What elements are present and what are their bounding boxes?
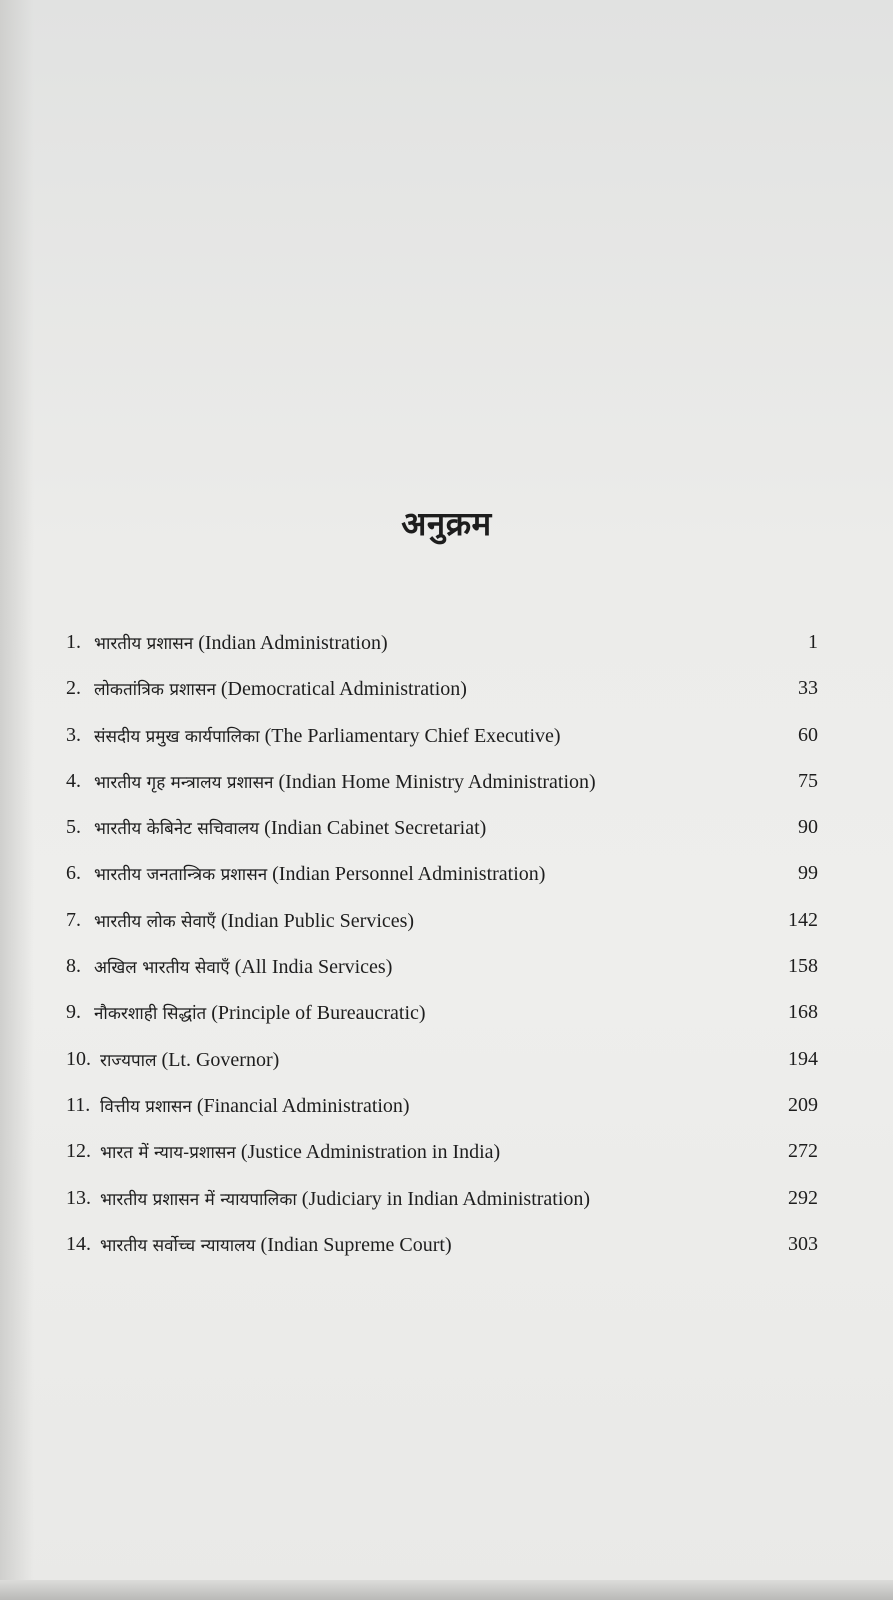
toc-entry-title	[94, 631, 388, 655]
toc-entry	[66, 858, 818, 904]
toc-entry-page-number: 75	[798, 769, 818, 792]
toc-entry-english-title: (The Parliamentary Chief Executive)	[264, 724, 561, 747]
toc-entry	[66, 905, 818, 951]
toc-entry-page-number: 1	[808, 631, 818, 653]
toc-entry-number: 13.	[66, 1186, 91, 1209]
toc-entry-title	[100, 1140, 500, 1164]
toc-entry-number: 8.	[66, 955, 81, 978]
page-bottom-edge	[0, 1580, 893, 1600]
toc-entry-number: 6.	[66, 862, 81, 885]
toc-entry-page-number: 99	[798, 862, 818, 885]
toc-entry-page-number: 194	[788, 1047, 818, 1070]
toc-entry-english-title: (All India Services)	[234, 956, 393, 979]
toc-entry-title	[94, 724, 561, 748]
toc-entry-english-title: (Justice Administration in India)	[240, 1141, 501, 1164]
toc-entry	[66, 766, 818, 812]
toc-entry	[66, 1229, 818, 1275]
toc-entry-title	[94, 816, 486, 840]
toc-entry-hindi-title: भारतीय सर्वोच्च न्यायालय	[100, 1235, 256, 1256]
toc-entry-hindi-title: भारतीय लोक सेवाएँ	[94, 911, 216, 932]
toc-entry-number: 12.	[66, 1140, 91, 1163]
toc-entry-number: 5.	[66, 816, 81, 839]
toc-entry-hindi-title: लोकतांत्रिक प्रशासन	[94, 680, 216, 701]
toc-entry-english-title: (Financial Administration)	[196, 1094, 410, 1117]
toc-entry-hindi-title: नौकरशाही सिद्धांत	[94, 1004, 207, 1025]
toc-entry	[66, 673, 818, 719]
toc-entry-number: 11.	[66, 1093, 91, 1116]
toc-entry-hindi-title: भारतीय केबिनेट सचिवालय	[94, 819, 260, 840]
toc-entry	[66, 627, 818, 673]
toc-entry-title	[94, 955, 392, 979]
toc-entry-hindi-title: भारत में न्याय-प्रशासन	[100, 1143, 236, 1164]
toc-entry-title	[100, 1187, 590, 1211]
toc-entry-number: 9.	[66, 1001, 81, 1024]
toc-entry-page-number: 60	[798, 723, 818, 746]
toc-entry	[66, 1136, 818, 1182]
toc-entry-english-title: (Indian Home Ministry Administration)	[278, 770, 596, 793]
toc-entry-page-number: 168	[788, 1001, 818, 1024]
toc-entry-hindi-title: भारतीय प्रशासन	[94, 634, 194, 654]
toc-entry-page-number: 303	[788, 1232, 818, 1255]
toc-entry	[66, 997, 818, 1043]
toc-entry-page-number: 158	[788, 955, 818, 978]
toc-entry-hindi-title: संसदीय प्रमुख कार्यपालिका	[94, 726, 260, 747]
toc-entry	[66, 1044, 818, 1090]
toc-entry-number: 4.	[66, 769, 81, 792]
toc-entry-number: 2.	[66, 677, 81, 700]
toc-entry-number: 14.	[66, 1232, 91, 1255]
toc-entry-english-title: (Indian Public Services)	[220, 909, 415, 932]
table-of-contents	[66, 627, 818, 1275]
toc-entry	[66, 951, 818, 997]
toc-entry-page-number: 292	[788, 1186, 818, 1209]
toc-entry	[66, 812, 818, 858]
toc-entry-page-number: 33	[798, 677, 818, 700]
toc-entry	[66, 1090, 818, 1136]
toc-entry-english-title: (Lt. Governor)	[161, 1048, 280, 1071]
toc-entry-english-title: (Indian Cabinet Secretariat)	[264, 817, 487, 840]
toc-entry-title	[100, 1094, 410, 1118]
toc-entry-english-title: (Democratical Administration)	[220, 678, 467, 701]
toc-entry-title	[94, 677, 467, 701]
toc-entry-title	[94, 909, 414, 933]
toc-entry-english-title: (Indian Administration)	[198, 632, 388, 654]
toc-entry-english-title: (Judiciary in Indian Administration)	[301, 1187, 591, 1210]
toc-entry-number: 1.	[66, 631, 81, 653]
toc-entry-page-number: 272	[788, 1140, 818, 1163]
toc-entry-number: 7.	[66, 908, 81, 931]
toc-entry-hindi-title: राज्यपाल	[100, 1050, 157, 1071]
toc-entry-title	[94, 1001, 426, 1025]
toc-entry-english-title: (Indian Supreme Court)	[260, 1233, 452, 1256]
toc-entry-hindi-title: अखिल भारतीय सेवाएँ	[94, 958, 230, 979]
toc-entry-title	[100, 1048, 279, 1072]
toc-entry-number: 10.	[66, 1047, 91, 1070]
toc-entry-title	[94, 770, 596, 794]
toc-entry	[66, 1183, 818, 1229]
toc-entry-hindi-title: वित्तीय प्रशासन	[100, 1096, 192, 1117]
toc-entry	[66, 720, 818, 766]
page-gutter-shadow	[0, 0, 34, 1600]
toc-entry-page-number: 90	[798, 816, 818, 839]
toc-entry-page-number: 209	[788, 1093, 818, 1116]
toc-entry-english-title: (Indian Personnel Administration)	[272, 863, 546, 886]
toc-entry-title	[94, 862, 545, 886]
toc-entry-hindi-title: भारतीय जनतान्त्रिक प्रशासन	[94, 865, 268, 886]
toc-entry-english-title: (Principle of Bureaucratic)	[211, 1002, 426, 1025]
toc-entry-number: 3.	[66, 723, 81, 746]
toc-entry-hindi-title: भारतीय गृह मन्त्रालय प्रशासन	[94, 772, 274, 793]
toc-entry-hindi-title: भारतीय प्रशासन में न्यायपालिका	[100, 1189, 297, 1210]
page-title: अनुक्रम	[401, 504, 492, 544]
toc-entry-title	[100, 1233, 452, 1257]
toc-entry-page-number: 142	[788, 908, 818, 931]
